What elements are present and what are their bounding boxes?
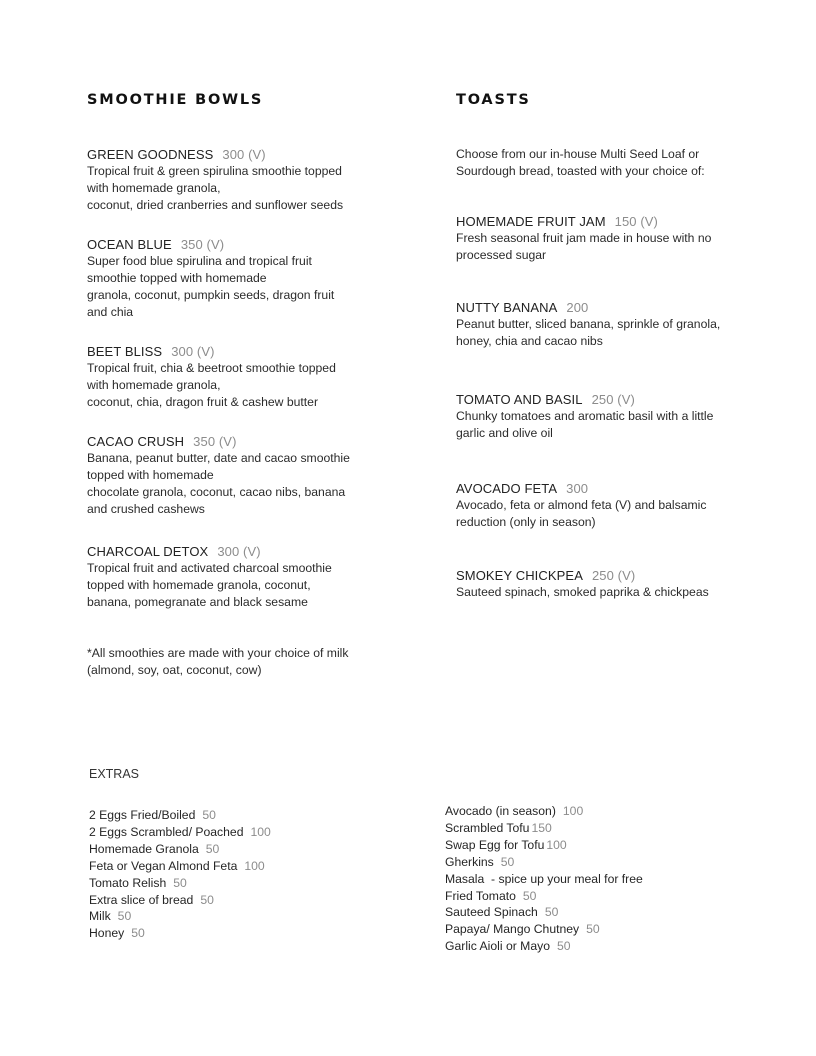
item-name-line (87, 146, 343, 163)
item-price: 350 (V) (180, 237, 225, 252)
toasts-intro (456, 146, 705, 180)
extras-heading: EXTRAS (89, 767, 140, 781)
list-item (89, 925, 271, 942)
extra-name: 2 Eggs Scrambled/ Poached (89, 824, 244, 839)
menu-item-ocean-blue (87, 236, 334, 321)
item-name-line (87, 343, 336, 360)
list-item (445, 837, 643, 854)
list-item (445, 871, 643, 888)
menu-item-charcoal-detox (87, 543, 332, 611)
item-description: coconut, chia, dragon fruit & cashew butter (87, 395, 319, 409)
extra-name: Scrambled Tofu (445, 820, 530, 835)
extra-price: 50 (202, 808, 216, 822)
intro-line: Sourdough bread, toasted with your choice of: (456, 164, 705, 178)
extra-name: Sauteed Spinach (445, 905, 538, 920)
item-price: 250 (V) (591, 392, 635, 407)
list-item (445, 803, 643, 820)
item-description: and crushed cashews (87, 502, 205, 516)
extra-price: 50 (205, 841, 220, 856)
menu-item-tomato-and-basil (456, 391, 713, 442)
extra-price: 50 (117, 909, 132, 924)
extra-price: 50 (556, 939, 571, 954)
list-item (445, 921, 643, 938)
menu-item-green-goodness (87, 146, 343, 214)
item-name-line (456, 480, 706, 497)
item-description: honey, chia and cacao nibs (456, 334, 603, 348)
item-price: 150 (V) (614, 214, 658, 229)
extra-name: Gherkins (445, 854, 494, 869)
extras-list-right (445, 803, 643, 955)
list-item (89, 892, 271, 909)
extra-name: Tomato Relish (89, 875, 167, 890)
item-name-line (456, 391, 713, 408)
item-price: 300 (566, 481, 589, 496)
note-line: (almond, soy, oat, coconut, cow) (87, 663, 262, 677)
item-price: 300 (V) (217, 544, 261, 559)
extra-name: Honey (89, 926, 125, 941)
extra-name: Extra slice of bread (89, 892, 194, 907)
item-description: processed sugar (456, 248, 547, 262)
extra-name: Milk (89, 909, 111, 924)
list-item (445, 854, 643, 871)
list-item (445, 938, 643, 955)
list-item (89, 807, 271, 824)
extra-price: 50 (200, 892, 214, 907)
item-description: coconut, dried cranberries and sunflower seeds (87, 198, 344, 212)
item-description: Tropical fruit and activated charcoal smoothie (87, 561, 332, 575)
item-name-line (87, 543, 332, 560)
item-name: HOMEMADE FRUIT JAM (456, 214, 606, 229)
item-description: Sauteed spinach, smoked paprika & chickpeas (456, 585, 709, 599)
item-description: Chunky tomatoes and aromatic basil with a little (456, 409, 714, 423)
extra-price: 100 (562, 804, 584, 818)
item-description: chocolate granola, coconut, cacao nibs, banana (87, 485, 346, 499)
item-name: SMOKEY CHICKPEA (456, 568, 583, 583)
menu-item-beet-bliss (87, 343, 336, 411)
item-name: CACAO CRUSH (87, 434, 185, 449)
menu-item-nutty-banana (456, 299, 720, 350)
item-description: Super food blue spirulina and tropical fruit (87, 254, 312, 268)
item-name-line (456, 213, 711, 230)
list-item (89, 841, 271, 858)
menu-item-homemade-fruit-jam (456, 213, 711, 264)
list-item (445, 820, 643, 837)
extra-price: 50 (500, 854, 515, 869)
list-item (89, 824, 271, 841)
intro-line: Choose from our in-house Multi Seed Loaf or (456, 147, 700, 161)
item-name: BEET BLISS (87, 344, 163, 359)
item-description: garlic and olive oil (456, 426, 553, 440)
toasts-heading: TOASTS (456, 92, 531, 108)
item-price: 250 (V) (591, 568, 636, 583)
item-description: granola, coconut, pumpkin seeds, dragon fruit (87, 288, 335, 302)
item-description: Avocado, feta or almond feta (V) and balsamic (456, 498, 707, 512)
item-name-line (456, 299, 720, 316)
extra-name: Feta or Vegan Almond Feta (89, 858, 238, 873)
extra-price: 100 (244, 858, 265, 873)
item-description: smoothie topped with homemade (87, 271, 267, 285)
item-price: 300 (V) (222, 147, 266, 162)
item-description: Peanut butter, sliced banana, sprinkle of granola, (456, 317, 721, 331)
item-description: banana, pomegranate and black sesame (87, 595, 308, 609)
extra-name: Masala - spice up your meal for free (445, 871, 643, 886)
list-item (89, 908, 271, 925)
item-name: NUTTY BANANA (456, 300, 558, 315)
item-description: Tropical fruit & green spirulina smoothie topped (87, 164, 342, 178)
item-description: topped with homemade (87, 468, 214, 482)
item-name-line (456, 567, 709, 584)
extras-list-left (89, 807, 271, 942)
extra-price: 50 (173, 875, 187, 890)
list-item (445, 904, 643, 921)
menu-item-smokey-chickpea (456, 567, 709, 601)
item-name-line (87, 236, 334, 253)
extra-name: Fried Tomato (445, 888, 516, 903)
item-description: topped with homemade granola, coconut, (87, 578, 311, 592)
item-name: OCEAN BLUE (87, 237, 172, 252)
extra-name: Homemade Granola (89, 841, 199, 856)
item-name: GREEN GOODNESS (87, 147, 214, 162)
item-description: Tropical fruit, chia & beetroot smoothie topped (87, 361, 336, 375)
extra-name: Papaya/ Mango Chutney (445, 922, 580, 937)
extra-price: 100 (546, 837, 567, 852)
list-item (445, 888, 643, 905)
item-description: with homemade granola, (87, 378, 221, 392)
item-price: 200 (566, 300, 589, 315)
list-item (89, 875, 271, 892)
extra-name: Garlic Aioli or Mayo (445, 939, 550, 954)
extra-price: 50 (586, 922, 600, 937)
item-price: 350 (V) (193, 434, 237, 449)
item-description: with homemade granola, (87, 181, 221, 195)
menu-item-avocado-feta (456, 480, 706, 531)
menu-item-cacao-crush (87, 433, 350, 518)
extra-name: 2 Eggs Fried/Boiled (89, 808, 196, 822)
list-item (89, 858, 271, 875)
item-description: and chia (87, 305, 134, 319)
item-name: CHARCOAL DETOX (87, 544, 209, 559)
item-description: reduction (only in season) (456, 515, 596, 529)
item-description: Fresh seasonal fruit jam made in house with no (456, 231, 712, 245)
smoothie-milk-note (87, 645, 348, 679)
extra-name: Avocado (in season) (445, 804, 556, 818)
extra-price: 50 (544, 905, 559, 920)
item-name: TOMATO AND BASIL (456, 392, 583, 407)
item-price: 300 (V) (171, 344, 215, 359)
extra-price: 100 (250, 824, 271, 839)
extra-price: 50 (522, 888, 537, 903)
item-name-line (87, 433, 350, 450)
extra-name: Swap Egg for Tofu (445, 837, 545, 852)
extra-price: 50 (131, 926, 145, 941)
smoothie-bowls-heading: SMOOTHIE BOWLS (87, 92, 264, 108)
note-line: *All smoothies are made with your choice of milk (87, 646, 349, 660)
item-description: Banana, peanut butter, date and cacao smoothie (87, 451, 350, 465)
item-name: AVOCADO FETA (456, 481, 558, 496)
extra-price: 150 (531, 820, 552, 835)
